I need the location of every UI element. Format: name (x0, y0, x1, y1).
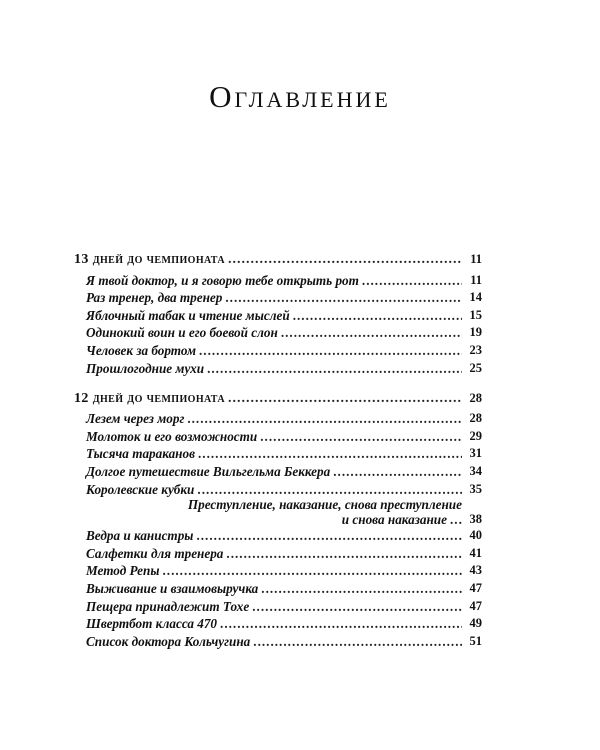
toc-entry[interactable] (86, 562, 482, 580)
toc-entry[interactable] (86, 410, 482, 428)
leader-dots (362, 272, 462, 289)
entry-title: Королевские кубки (86, 481, 195, 497)
page-number: 15 (469, 307, 482, 322)
entry-title: Раз тренер, два тренер (86, 290, 223, 306)
page-number: 19 (469, 325, 482, 340)
toc-entry[interactable] (86, 597, 482, 615)
toc-entry[interactable] (86, 324, 482, 342)
leader-dots (225, 289, 462, 306)
leader-dots (281, 324, 462, 341)
toc-entry[interactable] (86, 341, 482, 359)
leader-dots (197, 481, 462, 498)
leader-dots (261, 580, 462, 597)
chapter-list-13-days (74, 271, 482, 377)
toc-entry[interactable] (86, 527, 482, 545)
page-number: 47 (469, 598, 482, 613)
page-number: 11 (470, 252, 482, 266)
entry-title-line1: Преступление, наказание, снова преступление (187, 496, 462, 512)
entry-title-line2-row (86, 512, 482, 527)
entry-title: Долгое путешествие Вильгельма Беккера (86, 463, 331, 479)
leader-dots (207, 360, 462, 377)
toc-entry[interactable] (86, 289, 482, 307)
entry-title: Молоток и его возможности (86, 428, 258, 444)
toc-entry[interactable] (86, 359, 482, 377)
page-title: Оглавление (209, 78, 391, 114)
toc-entry[interactable] (86, 427, 482, 445)
leader-dots (333, 463, 462, 480)
entry-title: Салфетки для тренера (86, 545, 224, 561)
entry-title: Список доктора Кольчугина (86, 633, 251, 649)
page-number: 41 (469, 545, 482, 560)
page-number: 38 (469, 511, 482, 526)
leader-dots (293, 307, 462, 324)
table-of-contents (74, 248, 482, 650)
page-number: 14 (469, 290, 482, 305)
page-number: 47 (469, 580, 482, 595)
page-number: 49 (469, 616, 482, 631)
toc-entry-two-line[interactable] (86, 498, 482, 527)
page-number: 25 (469, 360, 482, 375)
page-number: 31 (469, 446, 482, 461)
toc-entry[interactable] (86, 544, 482, 562)
entry-title: Швертбот класса 470 (86, 616, 218, 632)
entry-title: Пещера принадлежит Тохе (86, 598, 250, 614)
toc-entry[interactable] (86, 271, 482, 289)
page-number: 51 (469, 633, 482, 648)
page-number: 28 (469, 390, 482, 405)
leader-dots (198, 445, 462, 462)
toc-part-13-days[interactable] (74, 248, 482, 268)
entry-title: Тысяча тараканов (86, 446, 195, 462)
entry-title: Выживание и взаимовыручка (86, 580, 259, 596)
leader-dots (253, 633, 462, 650)
leader-dots (199, 342, 462, 359)
part-title: 13 дней до чемпионата (74, 252, 225, 267)
leader-dots (220, 615, 462, 632)
toc-entry[interactable] (86, 615, 482, 633)
page-number: 34 (469, 463, 482, 478)
entry-title: Одинокий воин и его боевой слон (86, 325, 278, 341)
leader-dots (226, 545, 462, 562)
entry-title: Ведра и канистры (86, 528, 194, 544)
entry-title: Человек за бортом (86, 342, 196, 358)
part-title: 12 дней до чемпионата (74, 390, 225, 406)
leader-dots (228, 390, 462, 407)
page-number: 40 (469, 528, 482, 543)
page-number: 23 (469, 342, 482, 357)
leader-dots (196, 527, 462, 544)
page-number: 11 (470, 272, 482, 287)
toc-entry[interactable] (86, 632, 482, 650)
entry-title: Я твой доктор, и я говорю тебе открыть рот (86, 272, 359, 288)
leader-dots (450, 512, 462, 527)
toc-entry[interactable] (86, 480, 482, 498)
entry-title: Метод Репы (86, 563, 160, 579)
toc-entry[interactable] (86, 306, 482, 324)
chapter-list-12-days (74, 410, 482, 650)
leader-dots (228, 251, 462, 268)
leader-dots (260, 428, 462, 445)
page-number: 28 (469, 411, 482, 426)
toc-entry[interactable] (86, 462, 482, 480)
toc-entry[interactable] (86, 579, 482, 597)
entry-title-line2: и снова наказание (341, 511, 447, 527)
toc-entry[interactable] (86, 445, 482, 463)
page-number: 35 (469, 481, 482, 496)
leader-dots (252, 598, 462, 615)
entry-title: Прошлогодние мухи (86, 360, 205, 376)
entry-title: Яблочный табак и чтение мыслей (86, 307, 290, 323)
leader-dots (162, 562, 462, 579)
page-number: 43 (469, 563, 482, 578)
toc-part-12-days[interactable] (74, 387, 482, 407)
entry-title: Лезем через морг (86, 411, 185, 427)
page-number: 29 (469, 428, 482, 443)
leader-dots (187, 410, 462, 427)
